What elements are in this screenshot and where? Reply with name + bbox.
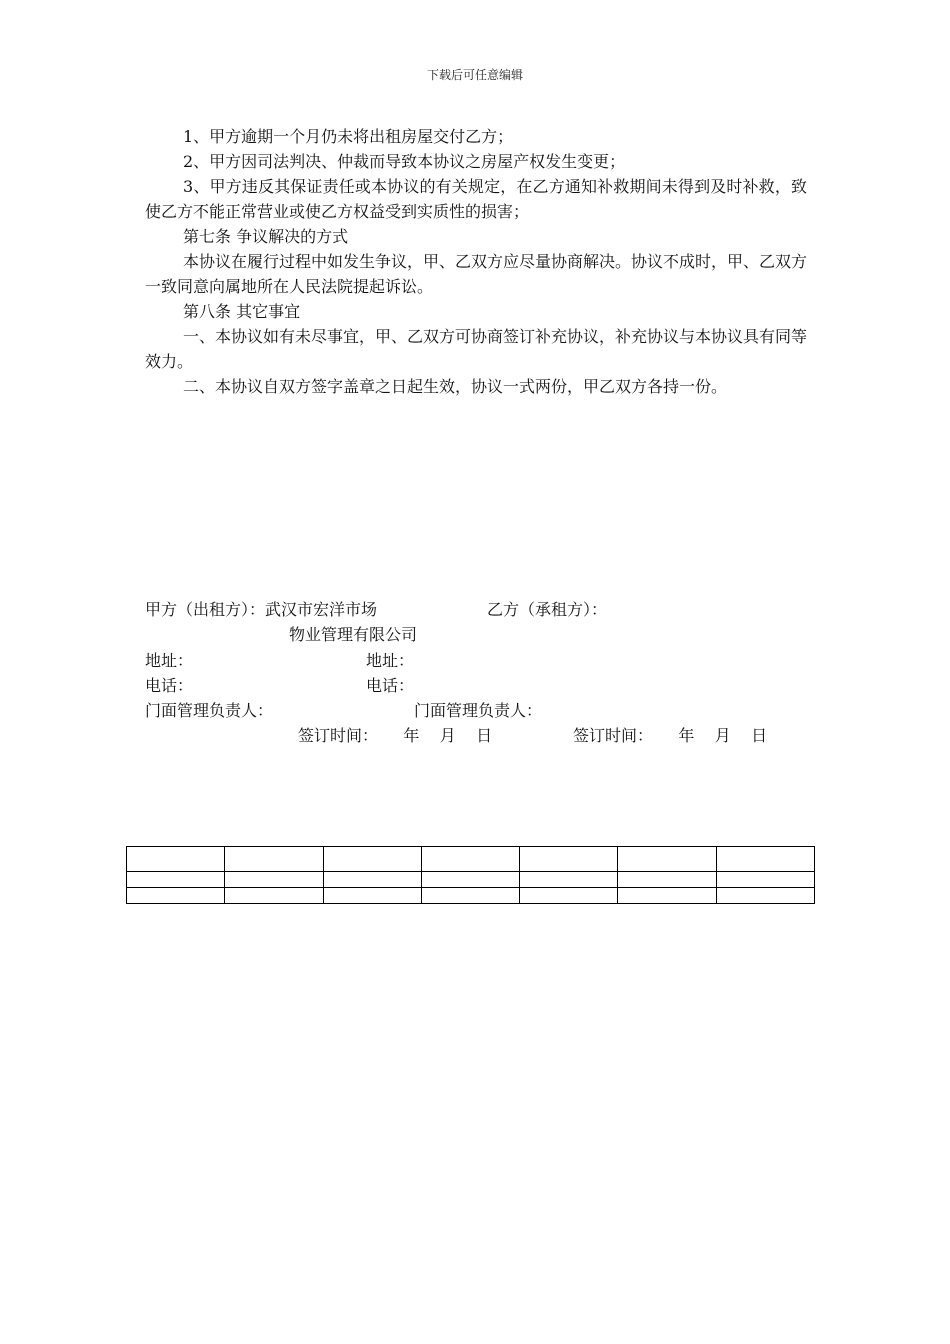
clause-item-2: 2、甲方因司法判决、仲裁而导致本协议之房屋产权发生变更； — [183, 152, 626, 171]
table-cell — [323, 872, 421, 888]
table-cell — [323, 888, 421, 904]
party-b-sign-date: 签订时间： 年 月 日 — [573, 726, 768, 745]
table-cell — [225, 872, 323, 888]
party-a-sign-date: 签订时间： 年 月 日 — [298, 726, 493, 745]
table-cell — [323, 847, 421, 872]
table-cell — [421, 847, 519, 872]
article-8-item-2: 二、本协议自双方签字盖章之日起生效，协议一式两份，甲乙双方各持一份。 — [183, 377, 728, 396]
table-cell — [520, 888, 618, 904]
table-cell — [716, 847, 814, 872]
table-row — [127, 847, 815, 872]
party-a-manager: 门面管理负责人： — [145, 701, 274, 720]
table-cell — [421, 888, 519, 904]
table-cell — [225, 888, 323, 904]
table-row — [127, 872, 815, 888]
table-cell — [127, 872, 225, 888]
page-header: 下载后可任意编辑 — [426, 68, 523, 82]
party-b-manager: 门面管理负责人： — [414, 701, 543, 720]
clause-item-3: 3、甲方违反其保证责任或本协议的有关规定，在乙方通知补救期间未得到及时补救，致使乙方不能正常营业或使乙方权益受到实质性的损害； — [145, 177, 807, 221]
table-cell — [225, 847, 323, 872]
party-a-label: 甲方（出租方）：武汉市宏洋市场 — [145, 600, 378, 619]
table-cell — [618, 872, 716, 888]
table-cell — [421, 872, 519, 888]
table-row — [127, 888, 815, 904]
party-b-address: 地址： — [366, 651, 415, 670]
party-a-label-cont: 物业管理有限公司 — [289, 625, 418, 644]
empty-table — [126, 846, 815, 904]
party-a-phone: 电话： — [145, 676, 194, 695]
table-cell — [716, 888, 814, 904]
clause-item-1: 1、甲方逾期一个月仍未将出租房屋交付乙方； — [183, 127, 514, 146]
table-cell — [520, 847, 618, 872]
agreement-body — [145, 124, 807, 399]
article-7-heading: 第七条 争议解决的方式 — [183, 227, 349, 246]
table-cell — [127, 888, 225, 904]
table-cell — [127, 847, 225, 872]
table-cell — [520, 872, 618, 888]
article-7-text: 本协议在履行过程中如发生争议，甲、乙双方应尽量协商解决。协议不成时，甲、乙双方一致同意向属地所在人民法院提起诉讼。 — [145, 252, 808, 296]
party-b-phone: 电话： — [366, 676, 415, 695]
table-cell — [618, 888, 716, 904]
party-b-label: 乙方（承租方）： — [487, 600, 608, 619]
article-8-item-1: 一、本协议如有未尽事宜，甲、乙双方可协商签订补充协议，补充协议与本协议具有同等效力。 — [145, 327, 808, 371]
table-cell — [618, 847, 716, 872]
article-8-heading: 第八条 其它事宜 — [183, 302, 301, 321]
party-a-address: 地址： — [145, 651, 194, 670]
table-cell — [716, 872, 814, 888]
